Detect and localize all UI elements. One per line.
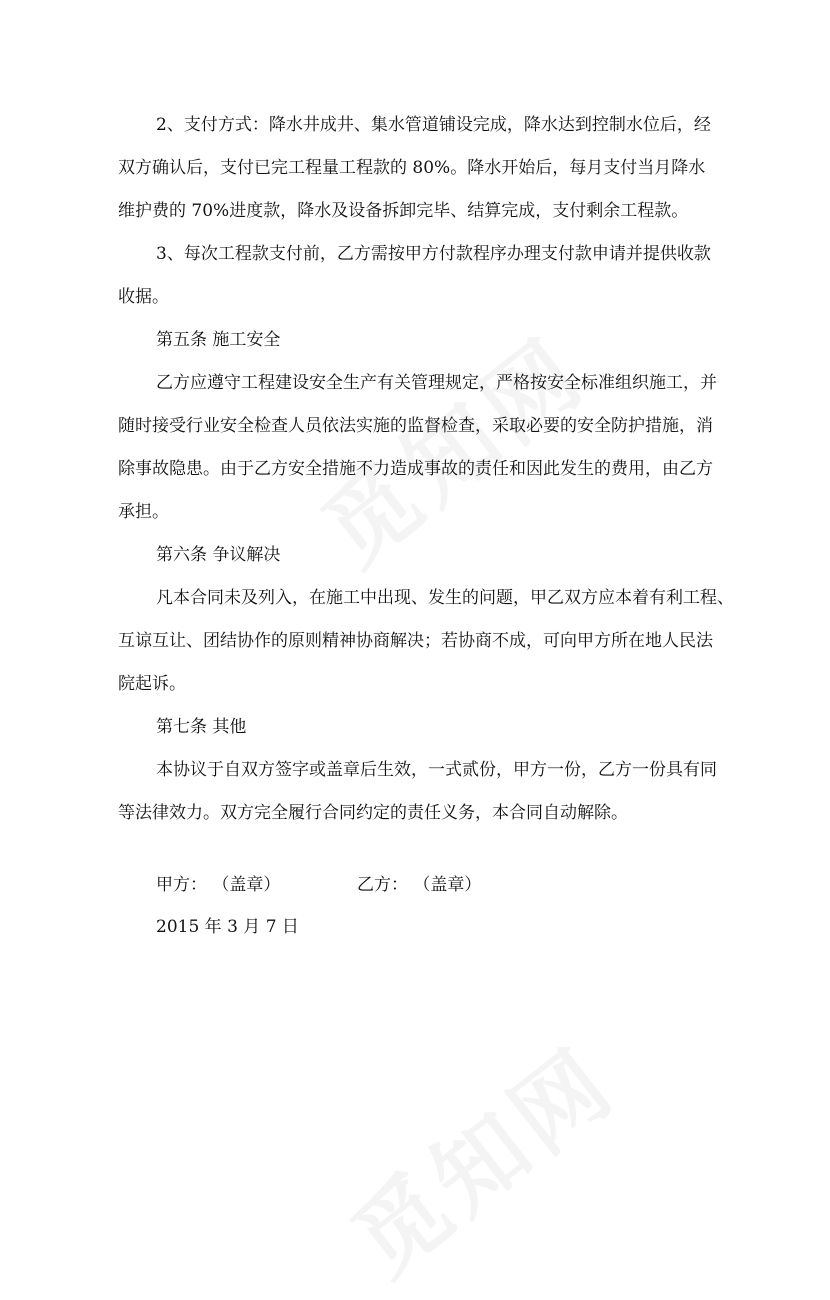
signing-date: 2015 年 3 月 7 日 bbox=[156, 917, 299, 937]
paragraph-line: 随时接受行业安全检查人员依法实施的监督检查，采取必要的安全防护措施，消 bbox=[118, 416, 713, 436]
paragraph-line: 院起诉。 bbox=[118, 674, 186, 694]
paragraph-line: 等法律效力。双方完全履行合同约定的责任义务，本合同自动解除。 bbox=[118, 803, 628, 823]
paragraph-line: 维护费的 70%进度款，降水及设备拆卸完毕、结算完成，支付剩余工程款。 bbox=[118, 201, 689, 221]
section-heading: 第六条 争议解决 bbox=[156, 545, 281, 565]
section-heading: 第七条 其他 bbox=[156, 717, 247, 737]
paragraph-line: 乙方应遵守工程建设安全生产有关管理规定，严格按安全标准组织施工，并 bbox=[156, 373, 717, 393]
signature-row bbox=[156, 873, 482, 897]
paragraph-line: 双方确认后，支付已完工程量工程款的 80%。降水开始后，每月支付当月降水 bbox=[118, 158, 706, 178]
watermark bbox=[291, 302, 609, 591]
paragraph-line: 互谅互让、团结协作的原则精神协商解决；若协商不成，可向甲方所在地人民法 bbox=[118, 631, 713, 651]
paragraph-line: 收据。 bbox=[118, 287, 169, 307]
party-a-signature: 甲方： （盖章） bbox=[156, 875, 281, 895]
paragraph-line: 3、每次工程款支付前，乙方需按甲方付款程序办理支付款申请并提供收款 bbox=[156, 244, 711, 264]
paragraph-line: 本协议于自双方签字或盖章后生效，一式贰份，甲方一份，乙方一份具有同 bbox=[156, 760, 717, 780]
paragraph-line: 凡本合同未及列入，在施工中出现、发生的问题，甲乙双方应本着有利工程、 bbox=[156, 588, 734, 608]
section-heading: 第五条 施工安全 bbox=[156, 330, 281, 350]
paragraph-line: 承担。 bbox=[118, 502, 169, 522]
party-b-signature: 乙方： （盖章） bbox=[357, 875, 482, 895]
paragraph-line: 除事故隐患。由于乙方安全措施不力造成事故的责任和因此发生的费用，由乙方 bbox=[118, 459, 713, 479]
watermark bbox=[321, 1012, 639, 1300]
paragraph-line: 2、支付方式：降水井成井、集水管道铺设完成，降水达到控制水位后，经 bbox=[156, 115, 711, 135]
